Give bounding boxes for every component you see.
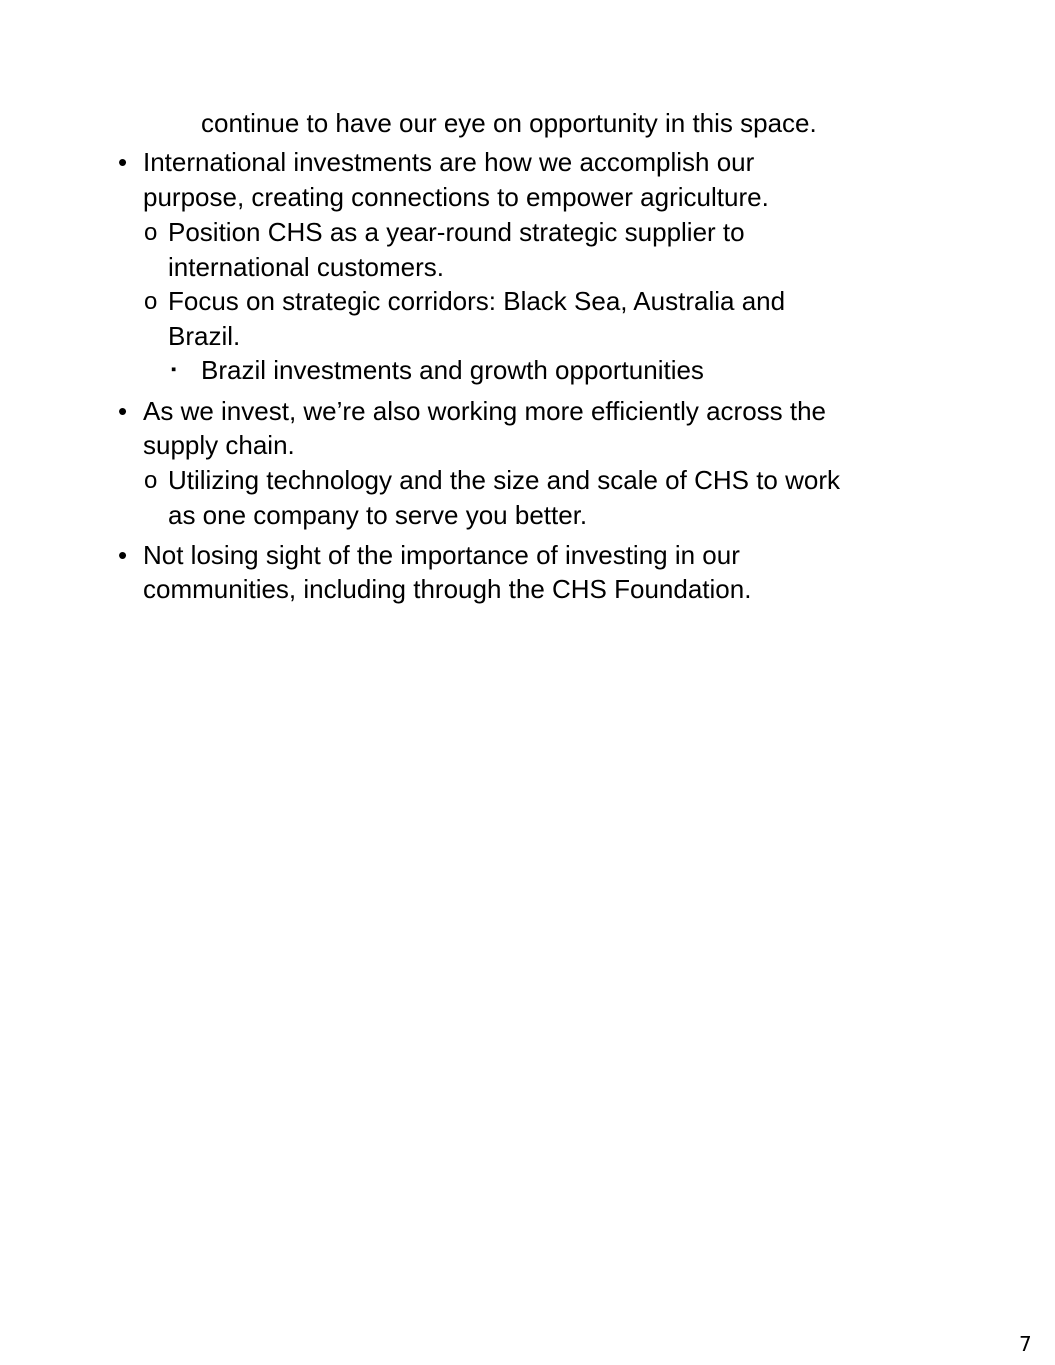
bullet-marker: •	[118, 540, 128, 570]
bullet-1-sub-1-line-2: international customers.	[168, 252, 445, 282]
bullet-2-sub-1-line-2: as one company to serve you better.	[168, 500, 588, 530]
bullet-marker: •	[118, 147, 128, 177]
page-number: 7	[1019, 1332, 1032, 1356]
bullet-3-line-1: Not losing sight of the importance of investing in our	[143, 540, 740, 570]
bullet-1-sub-2-line-2: Brazil.	[168, 321, 241, 351]
bullet-3-line-2: communities, including through the CHS Foundation.	[143, 574, 752, 604]
continuation-text: continue to have our eye on opportunity in this space.	[201, 108, 817, 138]
bullet-1-line-1: International investments are how we accomplish our	[143, 147, 755, 177]
bullet-2-line-2: supply chain.	[143, 430, 295, 460]
bullet-1-sub-2-line-1: Focus on strategic corridors: Black Sea, Australia and	[168, 286, 786, 316]
sub-bullet-marker: o	[144, 467, 158, 494]
bullet-marker: •	[118, 396, 128, 426]
bullet-1-line-2: purpose, creating connections to empower agriculture.	[143, 182, 769, 212]
sub-bullet-marker: o	[144, 219, 158, 246]
square-bullet-marker: ▪	[171, 361, 177, 378]
sub-bullet-marker: o	[144, 288, 158, 315]
bullet-2-line-1: As we invest, we’re also working more efficiently across the	[143, 396, 827, 426]
bullet-1-sub-2-sub-1-line-1: Brazil investments and growth opportunities	[201, 355, 704, 385]
bullet-2-sub-1-line-1: Utilizing technology and the size and scale of CHS to work	[168, 465, 841, 495]
bullet-1-sub-1-line-1: Position CHS as a year-round strategic supplier to	[168, 217, 745, 247]
